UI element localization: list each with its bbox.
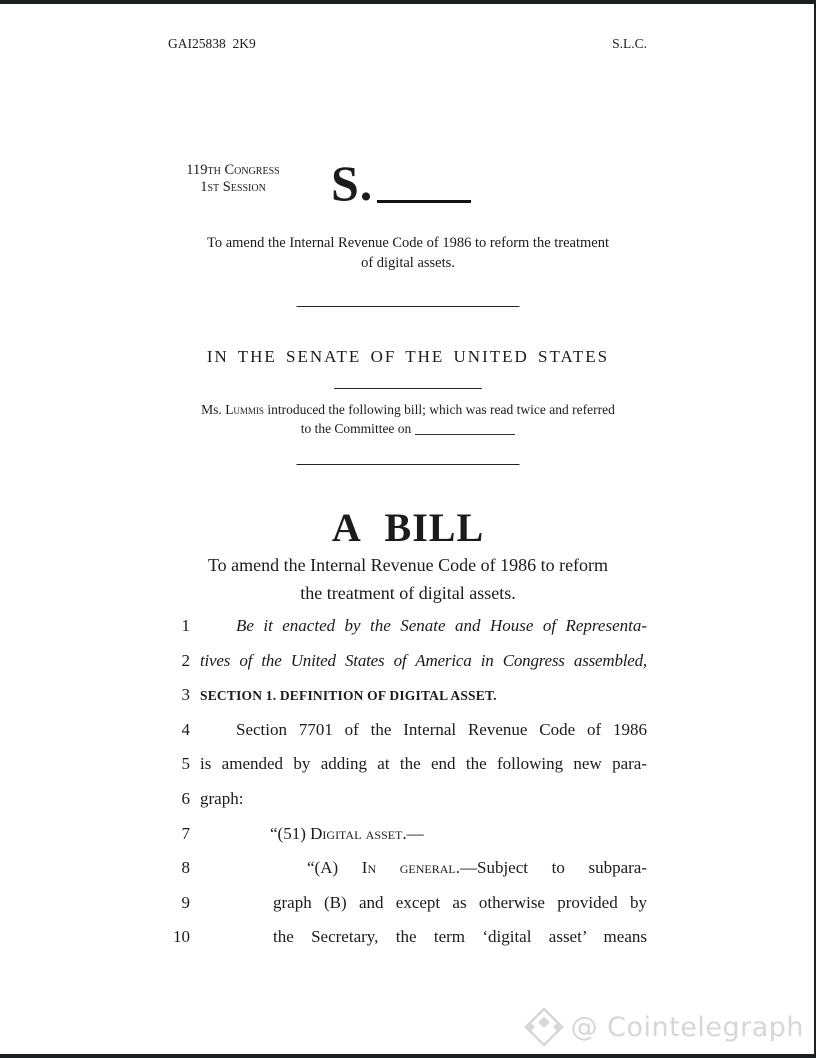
sponsor-line-2 (128, 420, 688, 439)
line-text-tail: .—Subject to subpara- (455, 858, 647, 878)
bottom-border (0, 1054, 816, 1058)
cointelegraph-logo-icon (523, 1006, 565, 1048)
bill-line (166, 851, 656, 886)
preamble (148, 234, 668, 273)
bill-line (166, 678, 656, 713)
header-left-code: GAI25838 2K9 (168, 36, 256, 51)
horizontal-rule (297, 306, 520, 307)
bill-line (166, 886, 656, 921)
preamble-line: To amend the Internal Revenue Code of 1986 to reform the treatment (206, 235, 610, 251)
defined-term: In general (361, 858, 456, 878)
line-number: 5 (181, 754, 190, 774)
bill-subtitle (148, 552, 668, 607)
bill-body (166, 609, 656, 955)
committee-blank (415, 434, 515, 435)
bill-title: A BILL (331, 505, 485, 550)
bill-number-blank (377, 200, 471, 203)
line-number: 2 (181, 650, 190, 670)
short-rule (334, 388, 482, 389)
congress-session-block (158, 162, 308, 196)
line-text: the Secretary, the term ‘digital asset’ means (273, 927, 647, 947)
top-border (0, 0, 816, 4)
line-text (200, 817, 647, 852)
section-heading: SECTION 1. DEFINITION OF DIGITAL ASSET. (200, 688, 497, 704)
horizontal-rule (297, 464, 520, 465)
sponsor-paragraph (128, 401, 688, 438)
sponsor-line-1 (128, 401, 688, 420)
bill-line (166, 920, 656, 955)
line-number: 10 (173, 927, 190, 947)
line-number: 7 (181, 823, 190, 843)
bill-line (166, 609, 656, 644)
congress-line: 119th Congress (186, 162, 280, 178)
watermark (523, 1006, 804, 1048)
line-text: tives of the United States of America in Congress assembled, (200, 650, 647, 670)
sponsor-prefix: Ms. (201, 402, 226, 417)
page-header (168, 36, 647, 52)
subtitle-line: To amend the Internal Revenue Code of 1986 to reform (207, 555, 609, 575)
line-text: Be it enacted by the Senate and House of Representa- (236, 616, 647, 635)
quote-open: “(A) (307, 858, 362, 878)
chamber-heading: IN THE SENATE OF THE UNITED STATES (206, 347, 610, 366)
line-number: 1 (181, 616, 190, 635)
session-line: 1st Session (200, 179, 266, 195)
line-text: is amended by adding at the end the following new para- (200, 754, 647, 774)
bill-line (166, 817, 656, 852)
line-number: 8 (181, 858, 190, 878)
subtitle-line: the treatment of digital assets. (300, 582, 516, 603)
line-number: 9 (181, 892, 190, 912)
quote-open: “(51) (270, 823, 311, 843)
preamble-line: of digital assets. (361, 254, 455, 271)
sponsor-rest: introduced the following bill; which was read twice and referred (263, 402, 615, 417)
line-number: 4 (181, 719, 190, 739)
sponsor-name: Lummis (225, 402, 264, 417)
line-text-tail: .— (402, 823, 424, 843)
line-text (200, 851, 647, 886)
bill-line (166, 782, 656, 817)
committee-text: to the Committee on (300, 420, 412, 436)
line-text: graph: (200, 788, 244, 808)
line-text: graph (B) and except as otherwise provided by (273, 892, 647, 912)
line-text: Section 7701 of the Internal Revenue Code of 1986 (236, 719, 647, 739)
bill-number-prefix: S. (331, 155, 374, 211)
line-number: 3 (181, 685, 190, 705)
defined-term: Digital asset (310, 823, 403, 843)
watermark-text: @ Cointelegraph (570, 1011, 804, 1043)
header-right-code: S.L.C. (612, 36, 647, 51)
line-number: 6 (181, 788, 190, 808)
bill-line (166, 644, 656, 679)
bill-line (166, 713, 656, 748)
bill-number (331, 155, 471, 211)
bill-line (166, 747, 656, 782)
